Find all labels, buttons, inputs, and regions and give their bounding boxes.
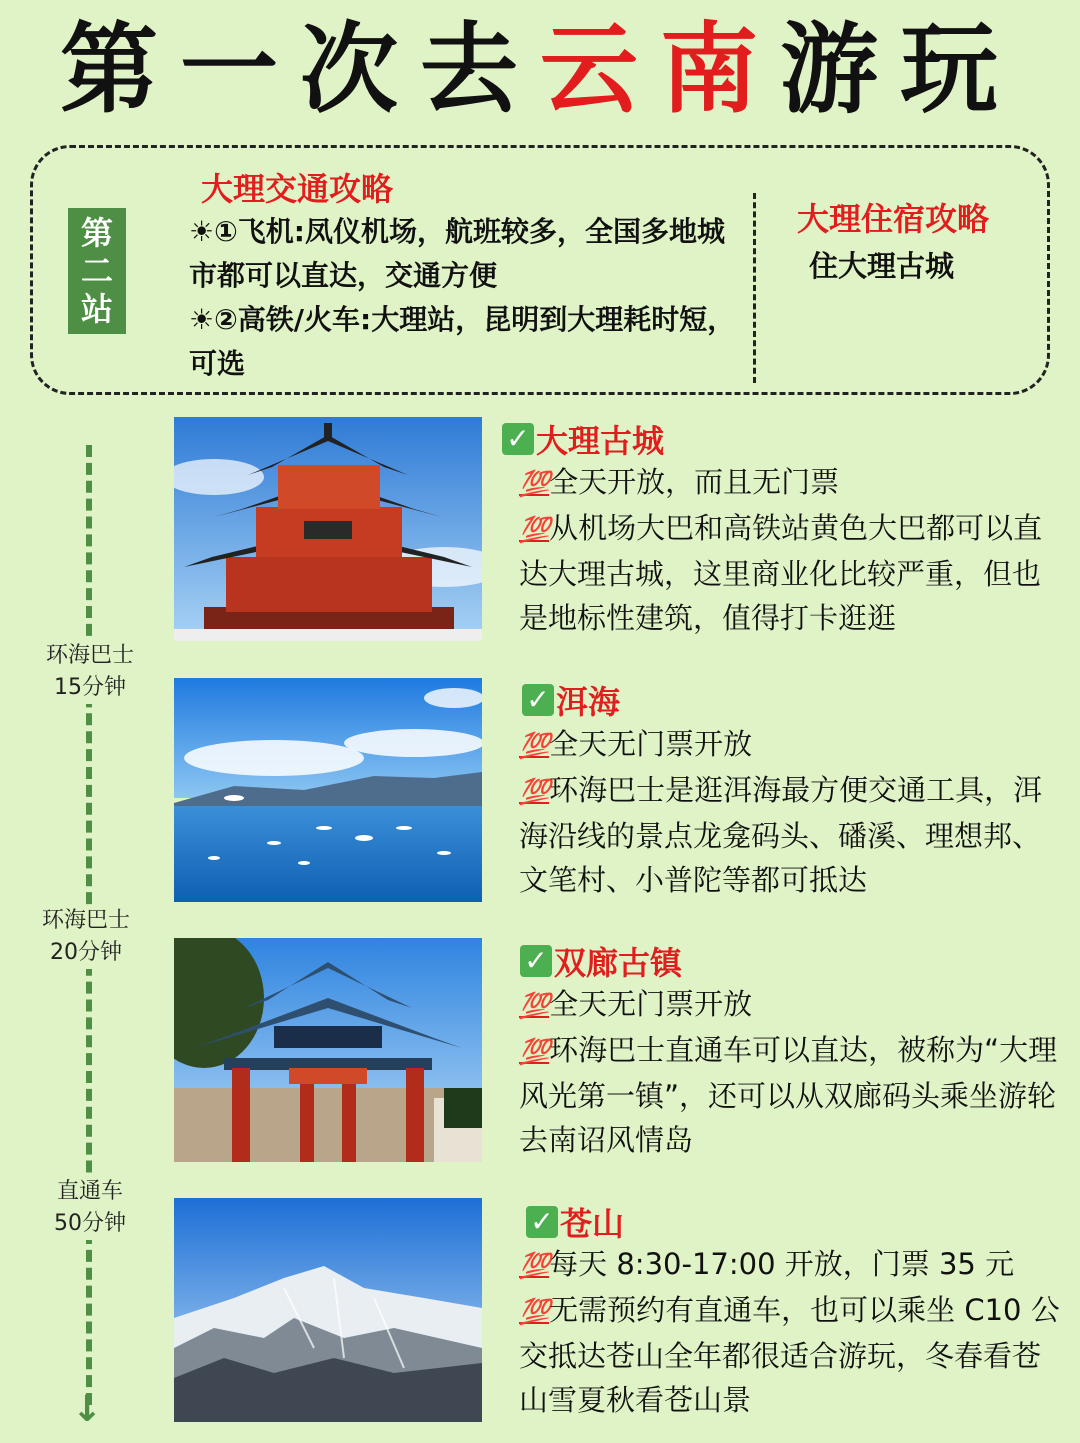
spot-line-text: 全天无门票开放 <box>549 727 753 761</box>
transfer-mode: 环海巴士 <box>41 908 130 933</box>
photo-dali-old-town <box>174 417 482 641</box>
spot-line-text: 从机场大巴和高铁站黄色大巴都可以直达大理古城，这里商业化比较严重，但也是地标性建筑，值得打卡逛逛 <box>519 511 1043 635</box>
transfer-mode: 环海巴士 <box>45 643 134 668</box>
spot-line-text: 每天 8:30-17:00 开放，门票 35 元 <box>549 1247 1015 1281</box>
transfer-mode: 直通车 <box>56 1179 123 1204</box>
hundred-icon: 💯 <box>519 777 550 806</box>
check-icon: ✓ <box>526 1206 558 1238</box>
spot-line-text: 全天无门票开放 <box>549 987 753 1021</box>
divider <box>753 193 756 383</box>
spot-name: 洱海 <box>556 683 621 721</box>
photo-cangshan-mountain <box>174 1198 482 1422</box>
spot-name: 苍山 <box>560 1205 625 1243</box>
stage-char: 第 <box>80 214 113 252</box>
info-box <box>30 145 1050 395</box>
spot-line-text: 环海巴士是逛洱海最方便交通工具，洱海沿线的景点龙龛码头、磻溪、理想邦、文笔村、小普陀等都可抵达 <box>519 773 1043 897</box>
transfer-time: 50分钟 <box>54 1211 126 1236</box>
spot-description <box>519 722 1064 902</box>
stay-heading: 大理住宿攻略 <box>797 200 990 238</box>
transport-line-train: ☀②高铁/火车:大理站，昆明到大理耗时短，可选 <box>189 303 736 380</box>
title-part2: 云南 <box>539 13 780 127</box>
title-part1: 第一次去 <box>59 13 540 127</box>
spot-description <box>519 460 1064 640</box>
spot-line <box>519 1288 1064 1422</box>
stage-char: 站 <box>80 290 113 328</box>
transfer-label <box>30 640 150 704</box>
spot-line <box>519 460 1064 506</box>
spot-line <box>519 982 1064 1028</box>
transfer-time: 15分钟 <box>54 675 126 700</box>
photo-shuanglang-town <box>174 938 482 1162</box>
spot-line <box>519 1242 1064 1288</box>
transport-text <box>189 210 749 386</box>
page-title <box>0 10 1080 130</box>
hundred-icon: 💯 <box>519 469 550 498</box>
stay-text: 住大理古城 <box>809 249 955 283</box>
spot-title-shuanglang <box>520 938 682 984</box>
spot-description <box>519 982 1064 1162</box>
transfer-time: 20分钟 <box>50 940 122 965</box>
spot-title-dali-old-town <box>502 416 664 462</box>
spot-line-text: 环海巴士直通车可以直达，被称为“大理风光第一镇”，还可以从双廊码头乘坐游轮去南诏风情岛 <box>519 1033 1058 1157</box>
arrow-down-icon: ↓ <box>72 1389 103 1430</box>
stage-tag <box>68 208 126 334</box>
spot-title-cangshan <box>526 1199 624 1245</box>
spot-line <box>519 722 1064 768</box>
hundred-icon: 💯 <box>519 991 550 1020</box>
check-icon: ✓ <box>520 945 552 977</box>
spot-line-text: 全天开放，而且无门票 <box>549 465 840 499</box>
title-part3: 游玩 <box>780 13 1021 127</box>
hundred-icon: 💯 <box>519 1297 550 1326</box>
transfer-label <box>30 1176 150 1240</box>
check-icon: ✓ <box>522 684 554 716</box>
spot-line <box>519 506 1064 640</box>
spot-line <box>519 1028 1064 1162</box>
transfer-label <box>26 905 146 969</box>
hundred-icon: 💯 <box>519 1251 550 1280</box>
hundred-icon: 💯 <box>519 1037 550 1066</box>
spot-name: 双廊古镇 <box>554 944 683 982</box>
spot-title-erhai <box>522 677 620 723</box>
transport-heading: 大理交通攻略 <box>201 170 394 208</box>
hundred-icon: 💯 <box>519 515 550 544</box>
transport-line-flight: ☀①飞机:凤仪机场，航班较多，全国多地城市都可以直达，交通方便 <box>189 215 726 292</box>
hundred-icon: 💯 <box>519 731 550 760</box>
check-icon: ✓ <box>502 423 534 455</box>
spot-line-text: 无需预约有直通车，也可以乘坐 C10 公交抵达苍山全年都很适合游玩，冬春看苍山雪夏秋看苍山景 <box>519 1293 1060 1417</box>
stage-char: 二 <box>80 252 113 290</box>
spot-line <box>519 768 1064 902</box>
spot-name: 大理古城 <box>536 422 665 460</box>
spot-description <box>519 1242 1064 1422</box>
photo-erhai-lake <box>174 678 482 902</box>
